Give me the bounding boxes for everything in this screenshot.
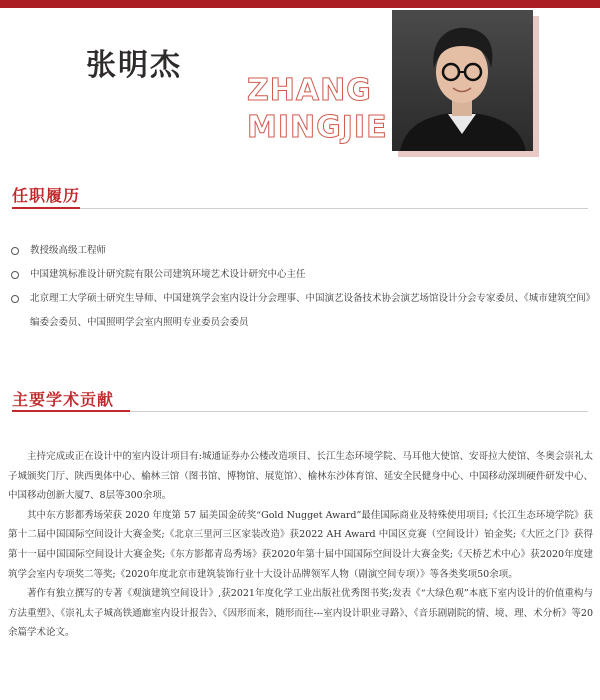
section-title-positions: 任职履历 <box>12 186 81 205</box>
paragraph: 主持完成或正在设计中的室内设计项目有:城通证券办公楼改造项目、长江生态环境学院、马耳他大使馆、安哥拉大使馆、冬奥会崇礼太子城颁奖门厅、陕西奥体中心、榆林三馆（图书馆、博物馆、展览馆）、榆林东沙体育馆、延安全民健身中心、中国移动深圳硬件研发中心、中国移动创新大厦7、8层等300余项。 <box>8 451 593 502</box>
circle-bullet-icon <box>11 247 19 255</box>
section-title-contributions: 主要学术贡献 <box>12 390 115 409</box>
name-english-line2: MINGJIE <box>247 110 388 145</box>
positions-list <box>10 239 595 335</box>
top-accent-stripe <box>0 0 600 8</box>
circle-bullet-icon <box>11 271 19 279</box>
name-chinese: 张明杰 <box>86 48 182 83</box>
section-underline <box>12 410 130 412</box>
paragraph: 著作有独立撰写的专著《观演建筑空间设计》,获2021年度化学工业出版社优秀图书奖;发表《“大绿色观”本底下室内设计的价值重构与方法重塑》、《崇礼太子城高铁通廊室内设计报告》、《因形而来，随形而往---室内设计职业寻路》、《音乐剧剧院的情、境、理、术分析》等20余篇学术论文。 <box>8 588 593 639</box>
list-item: 教授级高级工程师 <box>10 239 595 263</box>
list-item: 中国建筑标准设计研究院有限公司建筑环境艺术设计研究中心主任 <box>10 263 595 287</box>
name-english <box>247 72 388 146</box>
list-item: 北京理工大学硕士研究生导师、中国建筑学会室内设计分会理事、中国演艺设备技术协会演艺场馆设计分会专家委员、《城市建筑空间》编委会委员、中国照明学会室内照明专业委员会委员 <box>10 287 595 335</box>
circle-bullet-icon <box>11 295 19 303</box>
section-underline <box>12 207 80 209</box>
contributions-body <box>8 447 593 643</box>
name-english-line1: ZHANG <box>247 73 372 108</box>
section-divider <box>12 208 588 209</box>
portrait-photo-icon <box>392 10 533 151</box>
portrait-photo <box>392 10 533 151</box>
paragraph: 其中东方影都秀场荣获 2020 年度第 57 届美国金砖奖“Gold Nugget Award”最佳国际商业及特殊使用项目;《长江生态环境学院》获第十二届中国国际空间设计大赛金奖;《北京三里河三区家装改造》获2022 AH Award 中国区竞赛（空间设计）铂金奖;《大匠之门》获得第十一届中国国际空间设计大赛金奖;《东方影都青岛秀场》获2020年第十届中国国际空间设计大赛金奖;《天桥艺术中心》获2020年度建筑学会室内专项奖二等奖;《2020年度北京市建筑装饰行业十大设计品牌领军人物（剧演空间专项）》等各类奖项50余项。 <box>8 509 593 580</box>
